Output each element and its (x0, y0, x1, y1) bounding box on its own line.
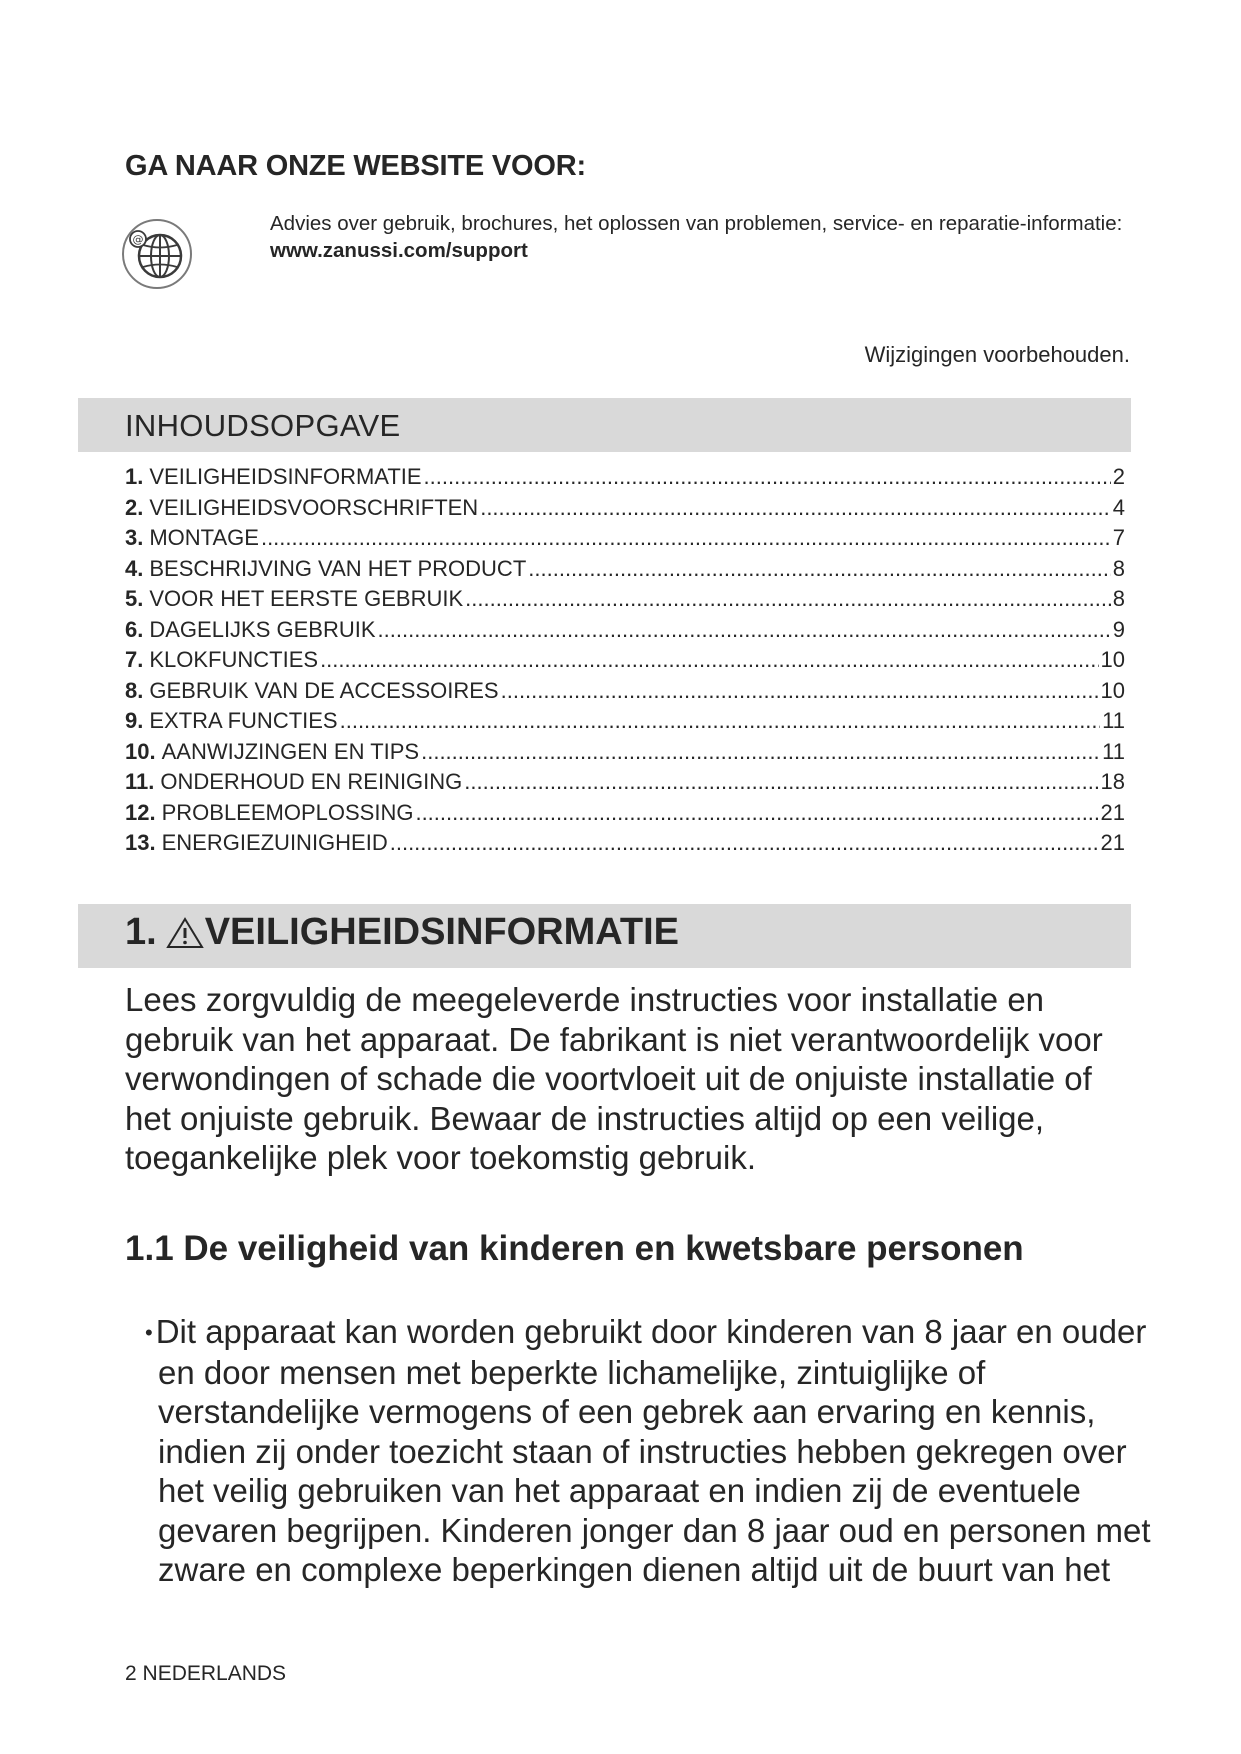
support-link[interactable]: www.zanussi.com/support (270, 239, 528, 262)
toc-item-page: 8 (1112, 555, 1125, 581)
toc-title: INHOUDSOPGAVE (125, 408, 401, 443)
toc-item-label: MONTAGE (149, 525, 259, 550)
toc-item-page: 7 (1112, 525, 1125, 550)
toc-item-label: PROBLEEMOPLOSSING (161, 799, 414, 825)
toc-item-page: 11 (1102, 708, 1125, 733)
toc-item-label: ONDERHOUD EN REINIGING (160, 769, 463, 794)
toc-item-label: GEBRUIK VAN DE ACCESSOIRES (149, 677, 499, 703)
toc-item-page: 2 (1112, 464, 1125, 489)
toc-item[interactable] (125, 767, 1125, 798)
toc-leader (528, 554, 1110, 585)
page-footer (125, 1662, 286, 1686)
toc-item[interactable] (125, 706, 1125, 737)
toc-item-number: 5. (125, 586, 144, 611)
toc-item-label: EXTRA FUNCTIES (149, 708, 338, 733)
toc-item[interactable] (125, 584, 1125, 615)
toc-item-page: 11 (1102, 738, 1125, 764)
toc-item-page: 21 (1100, 830, 1125, 855)
bullet-dot: • (145, 1320, 153, 1345)
toc-item[interactable] (125, 493, 1125, 524)
toc-item-label: KLOKFUNCTIES (149, 647, 319, 672)
toc-leader (261, 523, 1111, 554)
toc-item-number: 13. (125, 830, 156, 855)
toc-item-number: 9. (125, 708, 144, 733)
bullet-text: Dit apparaat kan worden gebruikt door kinderen van 8 jaar en ouder en door mensen met beperkte lichamelijke, zintuiglijke of verstandelijke vermogens of een gebrek aan ervaring en kennis, indien zij onder toezicht staan of instructies hebben gekregen over het veilig gebruiken van het apparaat en indien zij de eventuele gevaren begrijpen. Kinderen jonger dan 8 jaar oud en personen met zware en complexe beperkingen dienen altijd uit de buurt van het (155, 1313, 1151, 1588)
changes-note: Wijzigingen voorbehouden. (864, 342, 1130, 367)
toc-leader (421, 737, 1100, 768)
section-title (125, 911, 679, 954)
toc-item[interactable] (125, 462, 1125, 493)
svg-text:@: @ (132, 233, 144, 246)
warning-triangle-icon (165, 916, 205, 950)
toc-item-number: 10. (125, 738, 156, 764)
toc-item[interactable] (125, 737, 1125, 768)
toc-item-page: 10 (1100, 647, 1125, 672)
toc-item[interactable] (125, 828, 1125, 859)
toc-item[interactable] (125, 798, 1125, 829)
toc-item-page: 18 (1100, 769, 1125, 794)
toc-item[interactable] (125, 615, 1125, 646)
toc-item-label: VOOR HET EERSTE GEBRUIK (149, 586, 464, 611)
toc-leader (320, 645, 1098, 676)
bullet-item (125, 1312, 1158, 1590)
toc-item[interactable] (125, 523, 1125, 554)
toc-item-page: 10 (1100, 677, 1125, 703)
toc-item-page: 21 (1100, 799, 1125, 825)
toc-item-page: 4 (1112, 494, 1125, 520)
toc-item-number: 6. (125, 616, 144, 642)
toc-item-label: DAGELIJKS GEBRUIK (149, 616, 376, 642)
toc-item-label: VEILIGHEIDSVOORSCHRIFTEN (149, 494, 479, 520)
support-info (270, 210, 1140, 264)
toc-leader (390, 828, 1099, 859)
toc-item[interactable] (125, 645, 1125, 676)
toc-item-number: 1. (125, 464, 144, 489)
toc-leader (340, 706, 1101, 737)
toc-leader (501, 676, 1099, 707)
toc-item-label: VEILIGHEIDSINFORMATIE (149, 464, 422, 489)
toc-item[interactable] (125, 676, 1125, 707)
toc-leader (378, 615, 1111, 646)
website-heading: GA NAAR ONZE WEBSITE VOOR: (125, 150, 586, 182)
subsection-title: 1.1 De veiligheid van kinderen en kwetsbare personen (125, 1229, 1024, 1268)
intro-paragraph: Lees zorgvuldig de meegeleverde instructies voor installatie en gebruik van het apparaat. De fabrikant is niet verantwoordelijk voor verwondingen of schade die voortvloeit uit de onjuiste installatie of het onjuiste gebruik. Bewaar de instructies altijd op een veilige, toegankelijke plek voor toekomstig gebruik. (125, 981, 1103, 1176)
toc-item-label: AANWIJZINGEN EN TIPS (161, 738, 420, 764)
globe-at-icon (120, 217, 194, 291)
support-description: Advies over gebruik, brochures, het oplossen van problemen, service- en reparatie-informatie: (270, 212, 1123, 235)
page-number: 2 (125, 1662, 137, 1685)
toc-item-page: 8 (1112, 586, 1125, 611)
toc-item-label: BESCHRIJVING VAN HET PRODUCT (149, 555, 527, 581)
section-number: 1. (125, 911, 157, 953)
toc-list (125, 462, 1125, 859)
toc-item-number: 4. (125, 555, 144, 581)
toc-item-number: 2. (125, 494, 144, 520)
toc-item-number: 8. (125, 677, 144, 703)
toc-item-number: 7. (125, 647, 144, 672)
toc-item-label: ENERGIEZUINIGHEID (161, 830, 388, 855)
section-title-text: VEILIGHEIDSINFORMATIE (204, 911, 680, 953)
toc-leader (480, 493, 1111, 524)
toc-item-page: 9 (1112, 616, 1125, 642)
toc-item-number: 3. (125, 525, 144, 550)
toc-leader (464, 767, 1098, 798)
footer-language: NEDERLANDS (142, 1662, 287, 1685)
toc-item-number: 12. (125, 799, 156, 825)
toc-item[interactable] (125, 554, 1125, 585)
toc-leader (424, 462, 1111, 493)
toc-item-number: 11. (125, 769, 155, 794)
toc-leader (465, 584, 1111, 615)
toc-leader (415, 798, 1098, 829)
